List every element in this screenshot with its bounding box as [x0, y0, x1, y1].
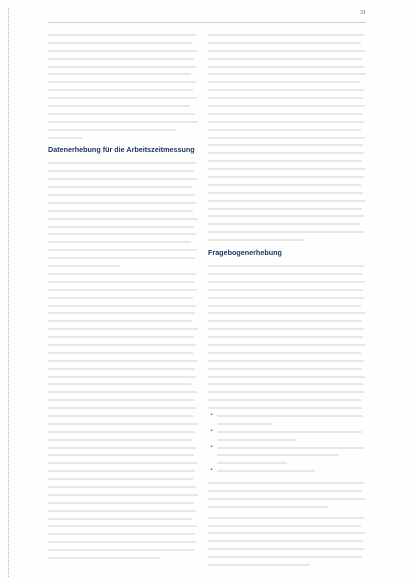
- text-line: [48, 522, 198, 530]
- text-line: [208, 309, 366, 317]
- text-line: [208, 205, 366, 213]
- text-line: [208, 86, 366, 94]
- text-line: [208, 388, 366, 396]
- text-line: [48, 31, 198, 39]
- text-line: [208, 365, 366, 373]
- text-line: [48, 70, 198, 78]
- page-footer: [48, 567, 366, 577]
- text-line: [48, 126, 198, 134]
- text-line: [48, 309, 198, 317]
- text-line: [48, 254, 198, 262]
- running-header: [48, 7, 366, 19]
- right-column: [208, 31, 366, 560]
- text-line: [208, 294, 366, 302]
- text-line: [48, 507, 198, 515]
- text-line: [48, 388, 198, 396]
- text-line: [48, 262, 198, 270]
- text-line: [48, 278, 198, 286]
- text-line: [208, 220, 366, 228]
- text-line: [48, 396, 198, 404]
- text-line: [48, 230, 198, 238]
- text-line: [208, 286, 366, 294]
- text-line: [208, 479, 366, 487]
- left-column: [48, 31, 198, 560]
- text-line: [48, 238, 198, 246]
- text-line: [208, 325, 366, 333]
- text-line: [48, 380, 198, 388]
- text-line: [208, 495, 366, 503]
- text-line: [48, 475, 198, 483]
- text-line: [208, 270, 366, 278]
- text-line: [48, 94, 198, 102]
- text-line: [48, 294, 198, 302]
- text-line: [208, 189, 366, 197]
- text-line: [48, 102, 198, 110]
- text-line: [48, 286, 198, 294]
- list-item: [208, 444, 366, 452]
- text-line: [208, 262, 366, 270]
- text-line: [48, 554, 198, 562]
- text-line: [48, 483, 198, 491]
- text-line: [48, 420, 198, 428]
- text-line: [48, 436, 198, 444]
- text-line: [208, 165, 366, 173]
- text-line: [208, 70, 366, 78]
- text-line: [208, 514, 366, 522]
- text-line: [48, 223, 198, 231]
- text-line: [208, 537, 366, 545]
- text-line: [48, 546, 198, 554]
- text-line: [208, 487, 366, 495]
- text-line: [48, 349, 198, 357]
- text-line: [48, 78, 198, 86]
- margin-rule: [8, 8, 9, 577]
- text-line: [208, 396, 366, 404]
- text-line: [48, 63, 198, 71]
- text-line: [48, 373, 198, 381]
- text-line: [48, 467, 198, 475]
- text-line: [208, 212, 366, 220]
- list-item: [208, 428, 366, 436]
- text-line: [208, 102, 366, 110]
- text-line: [208, 436, 366, 444]
- text-line: [48, 55, 198, 63]
- text-line: [208, 278, 366, 286]
- section-title-right: Fragebogenerhebung: [208, 248, 282, 258]
- text-line: [48, 404, 198, 412]
- text-line: [208, 349, 366, 357]
- list-item: [208, 412, 366, 420]
- text-line: [208, 553, 366, 561]
- text-line: [208, 341, 366, 349]
- text-line: [48, 270, 198, 278]
- text-line: [48, 317, 198, 325]
- text-line: [208, 522, 366, 530]
- text-line: [48, 451, 198, 459]
- header-rule: [48, 22, 366, 23]
- text-line: [208, 94, 366, 102]
- text-line: [208, 126, 366, 134]
- text-line: [208, 228, 366, 236]
- text-line: [208, 31, 366, 39]
- text-line: [208, 110, 366, 118]
- text-line: [48, 159, 198, 167]
- text-line: [208, 134, 366, 142]
- text-line: [208, 459, 366, 467]
- text-line: [48, 199, 198, 207]
- text-line: [48, 333, 198, 341]
- text-line: [48, 118, 198, 126]
- text-line: [48, 134, 198, 142]
- text-line: [208, 141, 366, 149]
- text-line: [48, 515, 198, 523]
- text-line: [48, 167, 198, 175]
- text-line: [208, 197, 366, 205]
- text-line: [48, 365, 198, 373]
- text-line: [48, 183, 198, 191]
- text-line: [208, 173, 366, 181]
- text-line: [48, 246, 198, 254]
- text-line: [208, 451, 366, 459]
- text-line: [48, 491, 198, 499]
- text-line: [208, 39, 366, 47]
- text-line: [48, 325, 198, 333]
- text-line: [48, 302, 198, 310]
- text-line: [48, 538, 198, 546]
- text-line: [48, 357, 198, 365]
- text-line: [208, 63, 366, 71]
- text-line: [208, 157, 366, 165]
- text-line: [48, 428, 198, 436]
- text-line: [48, 207, 198, 215]
- text-line: [48, 459, 198, 467]
- text-line: [48, 47, 198, 55]
- text-line: [208, 149, 366, 157]
- text-line: [208, 317, 366, 325]
- text-line: [48, 341, 198, 349]
- text-line: [208, 404, 366, 412]
- text-line: [208, 380, 366, 388]
- text-line: [208, 545, 366, 553]
- text-line: [208, 333, 366, 341]
- text-line: [48, 175, 198, 183]
- text-line: [208, 302, 366, 310]
- text-line: [208, 373, 366, 381]
- text-line: [208, 420, 366, 428]
- text-line: [208, 357, 366, 365]
- text-line: [208, 529, 366, 537]
- text-line: [208, 78, 366, 86]
- text-line: [208, 55, 366, 63]
- text-line: [48, 530, 198, 538]
- text-line: [208, 47, 366, 55]
- text-line: [48, 110, 198, 118]
- text-line: [208, 503, 366, 511]
- text-line: [48, 412, 198, 420]
- text-line: [208, 118, 366, 126]
- text-line: [48, 444, 198, 452]
- page-number: 31: [359, 9, 366, 16]
- text-line: [208, 236, 366, 244]
- text-line: [48, 86, 198, 94]
- text-line: [48, 191, 198, 199]
- text-line: [208, 181, 366, 189]
- text-line: [48, 39, 198, 47]
- text-line: [48, 215, 198, 223]
- text-line: [48, 499, 198, 507]
- section-title-left: Datenerhebung für die Arbeitszeitmessung: [48, 145, 195, 155]
- list-item: [208, 467, 366, 475]
